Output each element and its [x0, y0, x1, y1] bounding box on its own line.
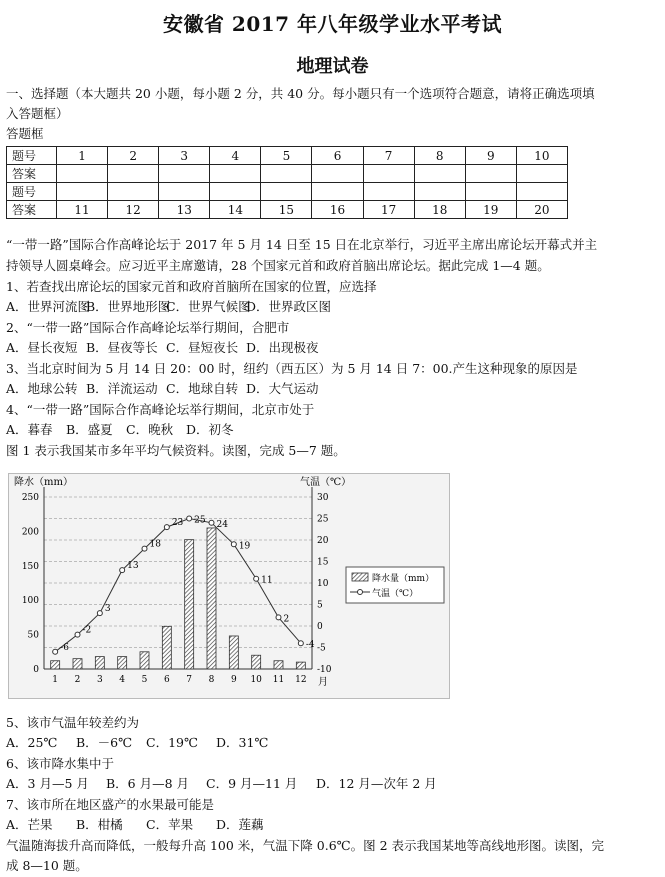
option-d[interactable]: D．大气运动 — [246, 381, 319, 396]
option-b[interactable]: B．－6℃ — [76, 735, 133, 750]
question-number-cell: 9 — [465, 147, 516, 165]
question-number-cell: 11 — [57, 201, 108, 219]
question-number-cell: 13 — [159, 201, 210, 219]
temperature-point — [254, 576, 259, 581]
question-number-cell: 3 — [159, 147, 210, 165]
question-number-cell — [312, 183, 363, 201]
question-number-cell: 12 — [108, 201, 159, 219]
option-d[interactable]: D．出现极夜 — [246, 340, 319, 355]
answer-cell[interactable] — [465, 165, 516, 183]
temperature-point-label: 19 — [238, 541, 251, 552]
question-stem: 7、该市所在地区盛产的水果最可能是 — [6, 797, 214, 812]
option-b[interactable]: B．昼夜等长 — [86, 340, 158, 355]
question-number-cell — [261, 183, 312, 201]
x-tick-label: 1 — [52, 675, 59, 685]
x-tick-label: 5 — [141, 675, 148, 685]
x-tick-label: 11 — [272, 675, 285, 685]
table-row — [7, 183, 568, 201]
option-a[interactable]: A．昼长夜短 — [6, 340, 78, 355]
precipitation-bar — [162, 626, 171, 669]
answer-table — [6, 146, 568, 219]
figure-intro: 图 1 表示我国某市多年平均气候资料。读图，完成 5—7 题。 — [6, 443, 346, 458]
precipitation-bar — [274, 661, 283, 669]
temperature-point — [142, 546, 147, 551]
question-options — [6, 340, 319, 356]
option-b[interactable]: B．6 月—8 月 — [106, 776, 190, 791]
question-number-cell — [363, 183, 414, 201]
question-number-cell: 20 — [516, 201, 567, 219]
legend-bar-swatch — [352, 573, 368, 581]
temperature-point-label: 24 — [216, 519, 228, 530]
temperature-point — [164, 525, 169, 530]
question-number-cell: 15 — [261, 201, 312, 219]
passage-line: 持领导人圆桌峰会。应习近平主席邀请，28 个国家元首和政府首脑出席论坛。据此完成 1—4 题。 — [6, 258, 550, 273]
left-tick-label: 250 — [21, 493, 39, 503]
temperature-point — [209, 520, 214, 525]
temperature-point — [53, 649, 58, 654]
left-axis-label: 降水（mm） — [14, 477, 73, 488]
answer-cell[interactable] — [363, 165, 414, 183]
temperature-point-label: -6 — [60, 642, 69, 653]
passage-line: 成 8—10 题。 — [6, 858, 88, 873]
question-number-cell: 1 — [57, 147, 108, 165]
question-number-cell: 18 — [414, 201, 465, 219]
table-header-cell: 题号 — [7, 147, 57, 165]
option-b[interactable]: B．盛夏 — [66, 422, 113, 437]
option-d[interactable]: D．世界政区图 — [246, 299, 332, 314]
precipitation-bar — [140, 652, 149, 669]
answer-box-label: 答题框 — [6, 126, 44, 141]
precipitation-bar — [252, 655, 261, 669]
temperature-point — [75, 632, 80, 637]
question-stem: 2、“一带一路”国际合作高峰论坛举行期间，合肥市 — [6, 320, 290, 335]
option-b[interactable]: B．世界地形图 — [86, 299, 171, 314]
temperature-point-label: 3 — [104, 604, 111, 615]
legend-label-precip: 降水量（mm） — [372, 574, 435, 584]
question-stem: 6、该市降水集中于 — [6, 756, 114, 771]
right-tick-label: 0 — [317, 622, 323, 632]
section-instruction-line1: 一、选择题（本大题共 20 小题，每小题 2 分，共 40 分。每小题只有一个选项符合题意，请将正确选项填 — [6, 86, 595, 101]
answer-cell[interactable] — [159, 165, 210, 183]
question-number-cell — [465, 183, 516, 201]
table-header-cell: 答案 — [7, 201, 57, 219]
question-options — [6, 299, 331, 315]
option-a[interactable]: A．暮春 — [6, 422, 53, 437]
precipitation-bar — [118, 657, 127, 669]
right-tick-label: 20 — [317, 536, 329, 546]
section-instruction-line2: 入答题框） — [6, 106, 69, 121]
option-d[interactable]: D．12 月—次年 2 月 — [316, 776, 437, 791]
right-tick-label: 30 — [317, 493, 329, 503]
question-options — [6, 817, 264, 833]
left-tick-label: 150 — [21, 561, 39, 572]
temperature-point-label: -4 — [305, 640, 315, 651]
temperature-point-label: 2 — [283, 614, 290, 625]
option-a[interactable]: A．地球公转 — [6, 381, 78, 396]
precipitation-bar — [73, 659, 82, 669]
table-row — [7, 147, 568, 165]
legend-point-swatch — [358, 590, 363, 595]
question-number-cell — [210, 183, 261, 201]
x-tick-label: 6 — [163, 675, 170, 685]
exam-subtitle: 地理试卷 — [296, 56, 369, 77]
question-number-cell — [108, 183, 159, 201]
option-a[interactable]: A．3 月—5 月 — [6, 776, 89, 791]
table-row — [7, 201, 568, 219]
left-tick-label: 200 — [21, 527, 39, 538]
right-tick-label: 10 — [317, 579, 329, 589]
question-number-cell: 10 — [516, 147, 567, 165]
question-number-cell — [414, 183, 465, 201]
temperature-point — [276, 615, 281, 620]
table-header-cell: 答案 — [7, 165, 57, 183]
question-number-cell: 4 — [210, 147, 261, 165]
temperature-point — [231, 542, 236, 547]
table-row — [7, 165, 568, 183]
question-number-cell: 14 — [210, 201, 261, 219]
question-number-cell: 6 — [312, 147, 363, 165]
option-b[interactable]: B．柑橘 — [76, 817, 123, 832]
climate-chart — [8, 473, 450, 699]
x-tick-label: 7 — [186, 675, 193, 685]
question-number-cell — [57, 183, 108, 201]
legend-label-temp: 气温（℃） — [372, 589, 419, 599]
option-a[interactable]: A．世界河流图 — [6, 299, 91, 314]
question-number-cell: 7 — [363, 147, 414, 165]
option-d[interactable]: D．31℃ — [216, 735, 269, 750]
question-number-cell — [159, 183, 210, 201]
temperature-point-label: 18 — [149, 539, 161, 550]
question-number-cell: 5 — [261, 147, 312, 165]
left-tick-label: 100 — [21, 596, 39, 607]
passage-line: 气温随海拔升高而降低，一般每升高 100 米，气温下降 0.6℃。图 2 表示我国某地等高线地形图。读图，完 — [6, 838, 605, 853]
question-options — [6, 735, 268, 751]
question-options — [6, 422, 234, 438]
option-c[interactable]: C．19℃ — [146, 735, 198, 750]
temperature-point — [97, 611, 102, 616]
passage-line: “一带一路”国际合作高峰论坛于 2017 年 5 月 14 日至 15 日在北京举行，习近平主席出席论坛开幕式并主 — [6, 237, 598, 252]
answer-cell[interactable] — [57, 165, 108, 183]
question-number-cell: 2 — [108, 147, 159, 165]
question-stem: 3、当北京时间为 5 月 14 日 20：00 时，纽约（西五区）为 5 月 14 日 7：00.产生这种现象的原因是 — [6, 361, 578, 376]
precipitation-bar — [95, 657, 104, 669]
option-d[interactable]: D．莲藕 — [216, 817, 264, 832]
exam-title: 安徽省 2017 年八年级学业水平考试 — [162, 12, 503, 36]
temperature-point-label: 13 — [127, 561, 139, 572]
precipitation-bar — [229, 636, 238, 669]
temperature-point-label: 11 — [261, 575, 273, 586]
precipitation-bar — [185, 540, 194, 669]
temperature-point — [120, 568, 125, 573]
question-number-cell: 8 — [414, 147, 465, 165]
answer-cell[interactable] — [312, 165, 363, 183]
temperature-point — [187, 516, 192, 521]
answer-cell[interactable] — [516, 165, 567, 183]
right-tick-label: 25 — [317, 514, 329, 525]
left-tick-label: 0 — [33, 665, 39, 675]
temperature-point — [298, 641, 303, 646]
x-axis-label: 月 — [318, 677, 328, 688]
precipitation-bar — [51, 661, 60, 669]
question-number-cell: 19 — [465, 201, 516, 219]
answer-cell[interactable] — [210, 165, 261, 183]
right-tick-label: -5 — [317, 643, 326, 654]
x-tick-label: 12 — [295, 675, 307, 685]
question-stem: 5、该市气温年较差约为 — [6, 715, 139, 730]
question-number-cell: 16 — [312, 201, 363, 219]
temperature-point-label: 25 — [194, 515, 206, 526]
option-c[interactable]: C．晚秋 — [126, 422, 174, 437]
x-tick-label: 10 — [250, 675, 262, 685]
answer-cell[interactable] — [108, 165, 159, 183]
answer-cell[interactable] — [414, 165, 465, 183]
precipitation-bar — [207, 528, 216, 669]
question-stem: 1、若查找出席论坛的国家元首和政府首脑所在国家的位置，应选择 — [6, 279, 377, 294]
option-d[interactable]: D．初冬 — [186, 422, 234, 437]
x-tick-label: 3 — [96, 675, 103, 685]
right-tick-label: -10 — [317, 665, 332, 675]
option-b[interactable]: B．洋流运动 — [86, 381, 158, 396]
right-tick-label: 15 — [317, 557, 329, 568]
option-c[interactable]: C．世界气候图 — [166, 299, 251, 314]
x-tick-label: 4 — [119, 675, 126, 685]
question-number-cell: 17 — [363, 201, 414, 219]
precipitation-bar — [296, 662, 305, 669]
question-options — [6, 381, 319, 397]
left-tick-label: 50 — [27, 630, 39, 641]
right-tick-label: 5 — [317, 600, 323, 611]
table-header-cell: 题号 — [7, 183, 57, 201]
x-tick-label: 2 — [74, 675, 81, 685]
option-c[interactable]: C．昼短夜长 — [166, 340, 239, 355]
answer-cell[interactable] — [261, 165, 312, 183]
option-a[interactable]: A．25℃ — [6, 735, 58, 750]
question-options — [6, 776, 437, 792]
option-c[interactable]: C．地球自转 — [166, 381, 239, 396]
x-tick-label: 8 — [208, 675, 215, 685]
right-axis-label: 气温（℃） — [300, 477, 352, 488]
question-stem: 4、“一带一路”国际合作高峰论坛举行期间，北京市处于 — [6, 402, 315, 417]
option-c[interactable]: C．9 月—11 月 — [206, 776, 298, 791]
temperature-point-label: 23 — [171, 518, 184, 529]
question-number-cell — [516, 183, 567, 201]
x-tick-label: 9 — [230, 675, 237, 685]
temperature-point-label: -2 — [82, 625, 92, 636]
option-c[interactable]: C．苹果 — [146, 817, 194, 832]
option-a[interactable]: A．芒果 — [6, 817, 53, 832]
